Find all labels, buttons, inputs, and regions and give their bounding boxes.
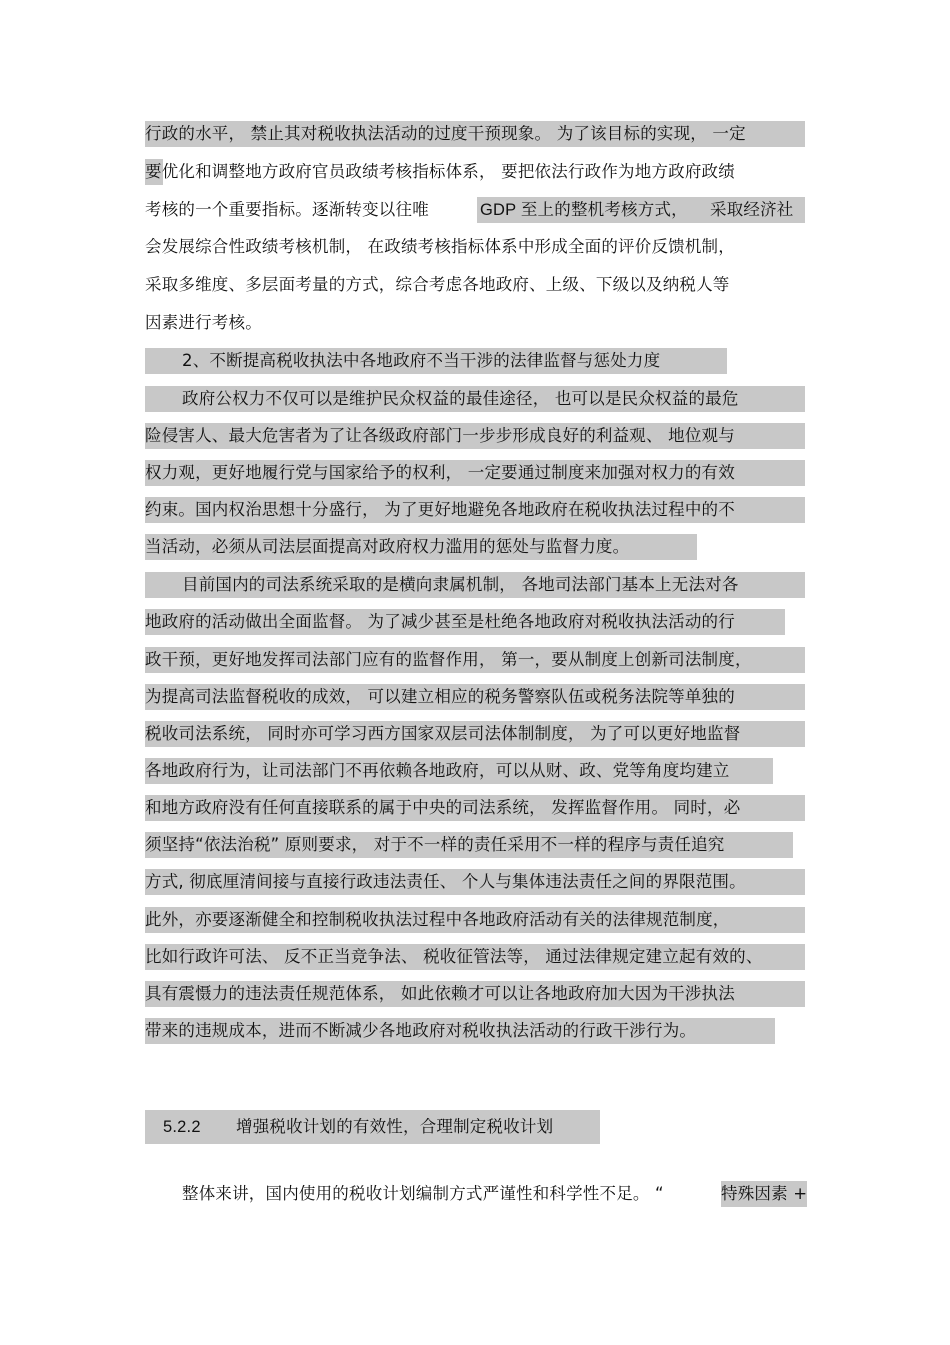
- paragraph-line: [145, 197, 805, 223]
- paragraph-line-text: 考核的一个重要指标。逐渐转变以往唯: [145, 200, 429, 219]
- paragraph-line-text: 采取经济社: [710, 200, 794, 219]
- subheading: 2、不断提高税收执法中各地政府不当干涉的法律监督与惩处力度: [145, 348, 727, 374]
- paragraph-line: 约束。国内权治思想十分盛行， 为了更好地避免各地政府在税收执法过程中的不: [145, 497, 805, 523]
- paragraph-line: 权力观，更好地履行党与国家给予的权利， 一定要通过制度来加强对权力的有效: [145, 460, 805, 486]
- paragraph-line: [145, 159, 805, 185]
- paragraph-line: 险侵害人、最大危害者为了让各级政府部门一步步形成良好的利益观、 地位观与: [145, 423, 805, 449]
- section-title: 增强税收计划的有效性，合理制定税收计划: [236, 1117, 554, 1136]
- paragraph-line: 带来的违规成本，进而不断减少各地政府对税收执法活动的行政干涉行为。: [145, 1018, 775, 1044]
- paragraph-line: 政府公权力不仅可以是维护民众权益的最佳途径， 也可以是民众权益的最危: [145, 386, 805, 412]
- paragraph-line: 税收司法系统， 同时亦可学习西方国家双层司法体制制度， 为了可以更好地监督: [145, 721, 805, 747]
- highlighted-text: 特殊因素 +: [721, 1181, 807, 1207]
- paragraph-line: 为提高司法监督税收的成效， 可以建立相应的税务警察队伍或税务法院等单独的: [145, 684, 805, 710]
- paragraph-line: [145, 1181, 807, 1207]
- paragraph-line: 政干预，更好地发挥司法部门应有的监督作用， 第一，要从制度上创新司法制度，: [145, 647, 805, 673]
- paragraph-line: 此外，亦要逐渐健全和控制税收执法过程中各地政府活动有关的法律规范制度，: [145, 907, 805, 933]
- paragraph-line: 因素进行考核。: [145, 313, 262, 332]
- section-heading: [145, 1110, 600, 1144]
- paragraph-line: 具有震慑力的违法责任规范体系， 如此依赖才可以让各地政府加大因为干涉执法: [145, 981, 805, 1007]
- highlighted-text: GDP 至上的整机考核方式，: [477, 197, 805, 223]
- paragraph-line: 须坚持“依法治税” 原则要求， 对于不一样的责任采用不一样的程序与责任追究: [145, 832, 793, 858]
- paragraph-line: 地政府的活动做出全面监督。 为了减少甚至是杜绝各地政府对税收执法活动的行: [145, 609, 785, 635]
- paragraph-line: 会发展综合性政绩考核机制， 在政绩考核指标体系中形成全面的评价反馈机制，: [145, 237, 735, 256]
- paragraph-line: 采取多维度、多层面考量的方式，综合考虑各地政府、上级、下级以及纳税人等: [145, 275, 730, 294]
- paragraph-line-text: 要优化和调整地方政府官员政绩考核指标体系， 要把依法行政作为地方政府政绩: [145, 162, 735, 181]
- paragraph-line: 当活动，必须从司法层面提高对政府权力滥用的惩处与监督力度。: [145, 534, 697, 560]
- paragraph-line: 方式, 彻底厘清间接与直接行政违法责任、 个人与集体违法责任之间的界限范围。: [145, 869, 805, 895]
- section-number: 5.2.2: [163, 1118, 201, 1136]
- paragraph-line: 和地方政府没有任何直接联系的属于中央的司法系统， 发挥监督作用。 同时，必: [145, 795, 805, 821]
- paragraph-line: 行政的水平， 禁止其对税收执法活动的过度干预现象。 为了该目标的实现， 一定: [145, 121, 805, 147]
- paragraph-line: 目前国内的司法系统采取的是横向隶属机制， 各地司法部门基本上无法对各: [145, 572, 805, 598]
- paragraph-line: 各地政府行为，让司法部门不再依赖各地政府，可以从财、政、党等角度均建立: [145, 758, 773, 784]
- paragraph-line: 比如行政许可法、 反不正当竞争法、 税收征管法等， 通过法律规定建立起有效的、: [145, 944, 805, 970]
- paragraph-line-text: 整体来讲，国内使用的税收计划编制方式严谨性和科学性不足。 “: [182, 1184, 664, 1203]
